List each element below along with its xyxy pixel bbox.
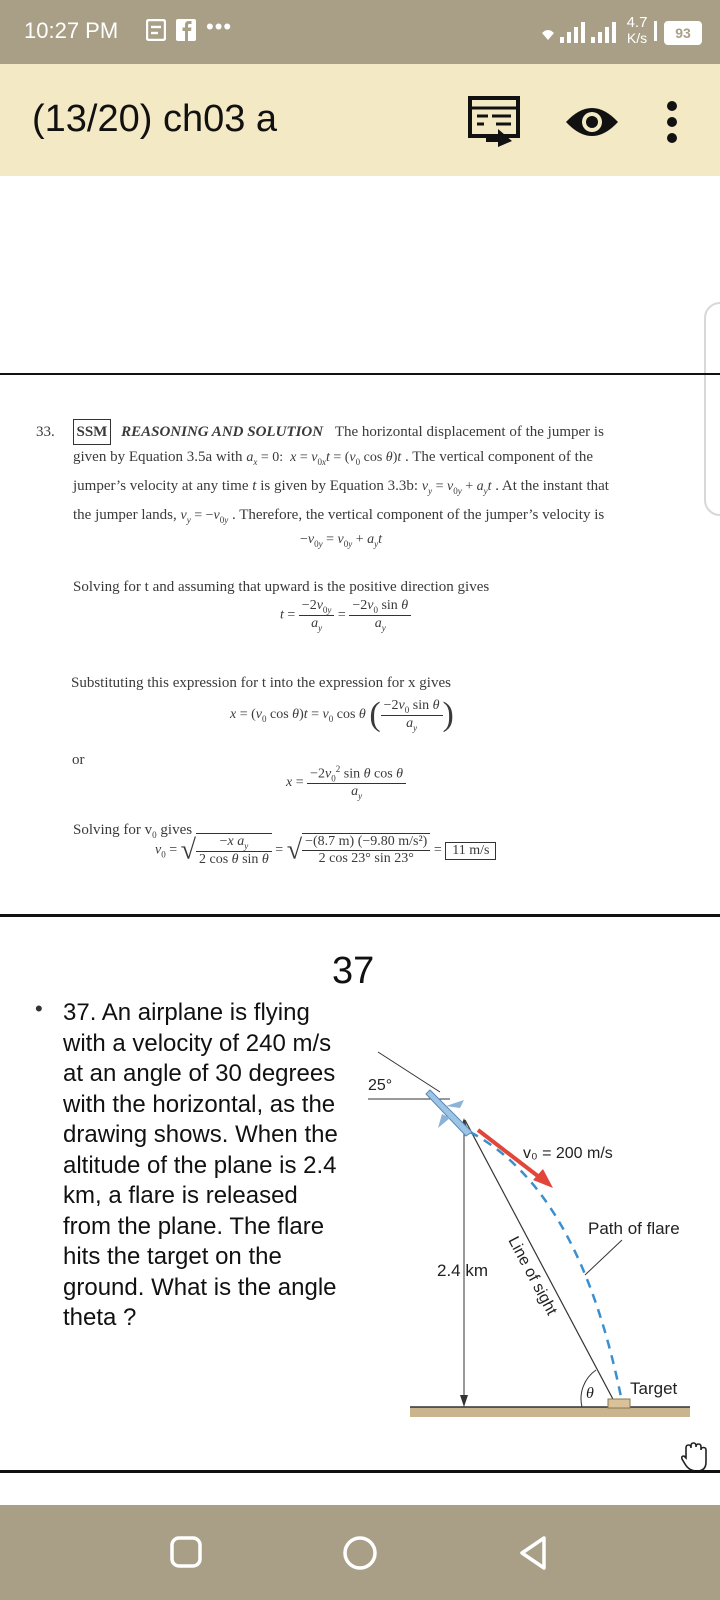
equation-t: t = $\frac{-2v_{0y}}{a_y}$ = $\frac{-2v_0 \sin \theta}{a_y}$ xyxy=(280,598,411,633)
wifi-icon xyxy=(541,27,555,41)
home-button[interactable] xyxy=(342,1535,378,1571)
equation-v0: $v_0$ = √ $\frac{-x a_y}{\text{2 cos θ sin θ}}$ = √ $\frac{\text{−(8.7 m) (−9.80 m/s²)}}{2 \cos 23^\circ \sin 23^\circ}$ = 11 m/s xyxy=(155,833,496,868)
hand-cursor-icon xyxy=(680,1440,710,1474)
solution-line-2b: . The vertical component of the xyxy=(405,449,593,465)
page-number: 37 xyxy=(332,950,375,992)
question-line: drawing shows. When the xyxy=(63,1121,338,1148)
solution-line-1: The horizontal displacement of the jumper is xyxy=(334,424,604,440)
answer-box: 11 m/s xyxy=(445,842,496,860)
document-title: (13/20) ch03 a xyxy=(32,98,278,140)
solution-line-3c: . At the instant that xyxy=(495,477,609,494)
problem-number: 33. xyxy=(36,424,55,440)
navigation-bar xyxy=(0,1505,720,1600)
question-line: ground. What is the angle xyxy=(63,1273,337,1301)
velocity-label: v₀ = 200 m/s xyxy=(523,1145,613,1162)
equation-vertical: $-v_{0y} = v_{0y} + a_yt$ xyxy=(300,532,383,549)
more-notifications: ••• xyxy=(206,14,233,39)
question-line: theta ? xyxy=(63,1304,137,1331)
separator xyxy=(654,21,663,41)
substituting-text: Substituting this expression for t into the expression for x gives xyxy=(71,675,451,691)
status-bar xyxy=(0,0,720,64)
page-divider-top xyxy=(0,373,720,375)
question-line: from the plane. The flare xyxy=(63,1212,325,1240)
question-line: 37. An airplane is flying xyxy=(63,999,310,1026)
solution-line-4b: . Therefore, the vertical component of the jumper’s velocity is xyxy=(231,506,605,523)
airplane-icon xyxy=(426,1090,472,1136)
solution-line-2a: given by Equation 3.5a with xyxy=(73,449,243,465)
net-speed-value: 4.7 xyxy=(626,14,648,31)
battery-icon: 93 xyxy=(664,21,702,45)
net-speed-unit: K/s xyxy=(626,30,648,46)
angle-label: 25° xyxy=(368,1077,393,1094)
target-marker xyxy=(608,1399,630,1408)
question-text xyxy=(63,998,363,1334)
solution-line-4a: the jumper lands, xyxy=(73,506,177,523)
more-options-icon[interactable] xyxy=(666,100,678,144)
values-denominator: 2 cos 23° sin 23° xyxy=(318,851,414,867)
question-line: with the horizontal, as the xyxy=(63,1090,336,1118)
target-label: Target xyxy=(630,1379,678,1398)
scroll-handle[interactable] xyxy=(704,302,720,516)
signal-icon-2 xyxy=(591,22,617,44)
signal-icon-1 xyxy=(560,22,586,44)
question-line: km, a flare is released xyxy=(63,1182,298,1209)
status-time: 10:27 PM xyxy=(24,18,119,43)
question-line: with a velocity of 240 m/s xyxy=(63,1029,332,1057)
equation-x-final: x = $\frac{-2v_0^2 \sin \theta \cos \theta}{a_y}$ xyxy=(286,764,406,801)
line-of-sight-label: Line of sight xyxy=(504,1233,560,1319)
solution-block: 33. SSM REASONING AND SOLUTION The horizontal displacement of the jumper is given by Equation 3.5a with $a_x = 0$: $x = v_{0x}t = (v_0$ cos θ)t . The vertical component of the jumper’s velocity at any time t is given by Equation 3.3b: $v_y = v_{0y} + a_yt$ . At the instant that the jumper lands, $v_y = -v_{0y}$ . Therefore, the vertical component of the jumper’s velocity is xyxy=(36,419,696,531)
theta-label: θ xyxy=(586,1385,594,1402)
equation-inline-3: $v_y = -v_{0y}$ xyxy=(180,507,229,525)
equation-inline-2: $v_y = v_{0y} + a_yt$ xyxy=(421,478,492,496)
ssm-badge: SSM xyxy=(73,419,112,445)
solution-heading: REASONING AND SOLUTION xyxy=(121,424,324,440)
flare-diagram xyxy=(360,1040,700,1460)
question-line: hits the target on the xyxy=(63,1243,282,1270)
equation-x-substituted: $x = (v_0$ $\cos \theta)t = v_0$ cos θ ( $\frac{-2v_0 \sin \theta}{a_y}$ ) xyxy=(230,696,454,733)
solving-for-v0-text: Solving for $v_0$ gives xyxy=(73,822,193,840)
reading-mode-icon[interactable] xyxy=(468,96,522,148)
bullet: • xyxy=(35,996,43,1021)
back-button[interactable] xyxy=(518,1535,548,1571)
notes-icon xyxy=(146,19,166,41)
recent-apps-button[interactable] xyxy=(170,1536,202,1568)
path-of-flare-label: Path of flare xyxy=(588,1219,680,1238)
title-bar xyxy=(0,64,720,176)
solution-line-3b: is given by Equation 3.3b: xyxy=(260,477,419,494)
or-text: or xyxy=(72,752,85,768)
eye-icon[interactable] xyxy=(564,104,620,140)
question-line: at an angle of 30 degrees xyxy=(63,1060,336,1087)
page-divider-end xyxy=(0,1470,720,1473)
equation-inline-1: $a_x = 0$: $x = v_{0x}t = (v_0$ cos θ)t xyxy=(246,450,402,467)
question-line: altitude of the plane is 2.4 xyxy=(63,1151,337,1179)
solution-line-3a: jumper’s velocity at any time xyxy=(73,477,249,494)
values-numerator: −(8.7 m) (−9.80 m/s²) xyxy=(302,834,430,851)
facebook-icon xyxy=(176,19,196,41)
solving-for-t-text: Solving for t and assuming that upward is the positive direction gives xyxy=(73,579,490,595)
altitude-label: 2.4 km xyxy=(437,1261,489,1280)
ground xyxy=(410,1407,690,1417)
page-divider-bottom xyxy=(0,914,720,917)
path-pointer-line xyxy=(585,1240,622,1275)
